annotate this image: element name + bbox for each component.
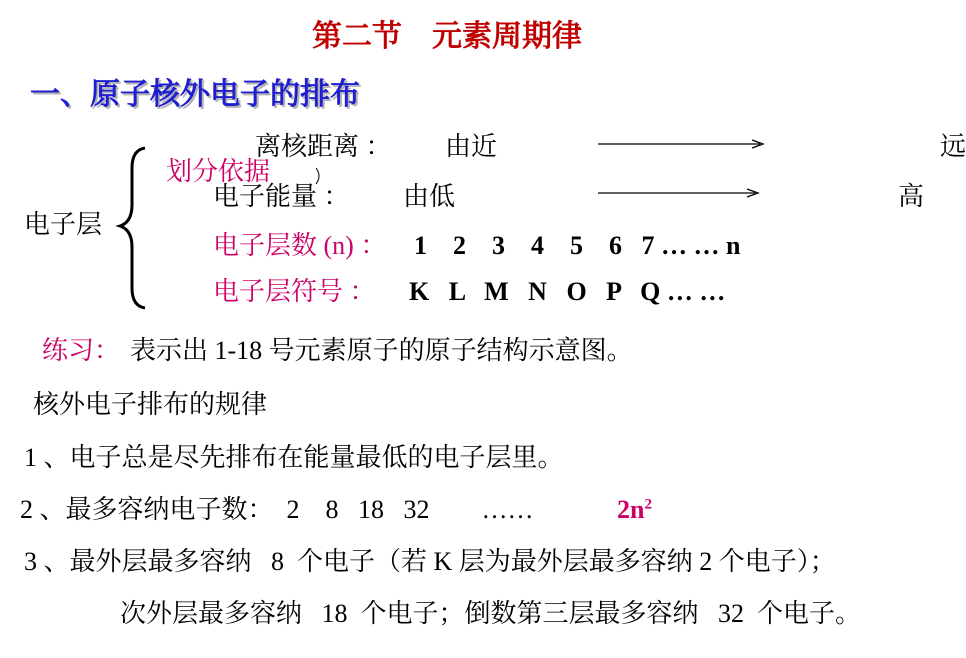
division-basis-label: 划分依据 <box>166 157 271 186</box>
shell-number-values: 1 2 3 4 5 6 7 … … n <box>414 231 741 260</box>
rules-heading: 核外电子排布的规律 <box>33 390 268 419</box>
rule-2-formula-exponent: 2 <box>644 496 652 513</box>
distance-label: 离核距离 ： <box>255 132 392 161</box>
energy-to: 高 <box>898 182 925 211</box>
distance-from: 由近 <box>445 132 498 161</box>
rule-3-line-2: 次外层最多容纳 18 个电子；倒数第三层最多容纳 32 个电子。 <box>120 599 862 628</box>
rule-2-formula <box>617 497 652 523</box>
electron-shell-label: 电子层 <box>24 210 103 239</box>
shell-symbol-label: 电子层符号 ： <box>213 277 376 306</box>
rule-3-line-1: 3 、最外层最多容纳 8 个电子（若 K 层为最外层最多容纳 2 个电子）； <box>24 547 836 576</box>
rule-2-formula-base: 2n <box>617 495 645 524</box>
exercise-label: 练习： <box>42 336 121 365</box>
section-heading: 一、原子核外电子的排布 <box>30 78 360 111</box>
curly-brace <box>120 148 145 308</box>
shell-symbol-values: K L M N O P Q … … <box>409 277 726 306</box>
energy-label: 电子能量 ： <box>213 182 350 211</box>
rule-2: 2 、最多容纳电子数： 2 8 18 32 …… <box>20 495 534 524</box>
distance-to: 远 <box>940 132 966 161</box>
rule-1: 1 、电子总是尽先排布在能量最低的电子层里。 <box>24 443 564 472</box>
energy-from: 由低 <box>403 182 456 211</box>
exercise-text: 表示出 1-18 号元素原子的原子结构示意图。 <box>130 336 633 365</box>
shell-number-label: 电子层数 (n) ： <box>213 231 387 260</box>
page-title: 第二节 元素周期律 <box>312 20 582 53</box>
